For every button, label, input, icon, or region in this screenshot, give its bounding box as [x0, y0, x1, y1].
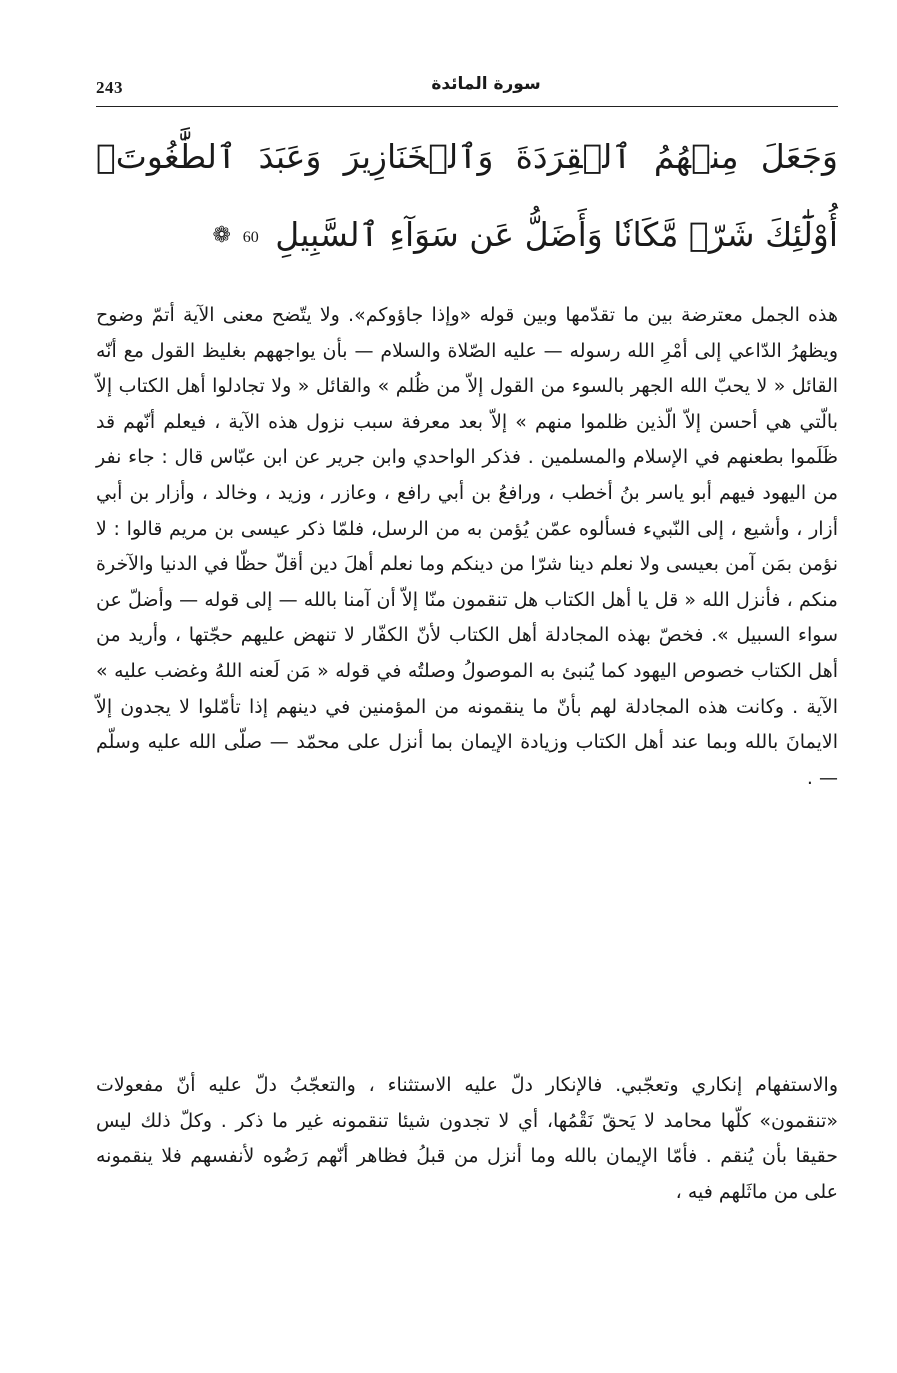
quran-verse	[96, 118, 838, 277]
page-header	[96, 74, 836, 104]
verse-number: 60	[242, 228, 259, 246]
commentary-paragraph-2: والاستفهام إنكاري وتعجّبي. فالإنكار دلّ عليه الاستثناء ، والتعجّبُ دلّ عليه أنّ مفعولات «تنقمون» كلّها محامد لا يَحقّ نَقْمُها، أي لا تجدون شيئا تنقمونه غير ما ذكر . وكلّ ذلك ليس حقيقا بأن يُنقم . فأمّا الإيمان بالله وما أنزل من قبلُ فظاهر أنّهم رَضُوه لأنفسهم فلا ينقمونه على من ماثَلهم فيه ،	[96, 1074, 838, 1203]
page-number: 243	[96, 78, 123, 97]
verse-ornament-icon: ❁	[212, 222, 231, 248]
header-divider	[96, 106, 838, 107]
running-title: سورة المائدة	[431, 74, 541, 94]
verse-line-1: وَجَعَلَ مِنۡهُمُ ٱلۡقِرَدَةَ وَٱلۡخَنَازِيرَ وَعَبَدَ ٱلطَّٰغُوتَۚ أُوْلَٰٓئِكَ شَرّٞ مَّكَانٗا	[96, 137, 838, 254]
verse-line-2: وَأَضَلُّ عَن سَوَآءِ ٱلسَّبِيلِ	[275, 215, 603, 254]
commentary-paragraph-1: هذه الجمل معترضة بين ما تقدّمها وبين قوله «وإذا جاؤوكم». ولا يتّضح معنى الآية أتمّ وضوح ويظهرُ الدّاعي إلى أمْرِ الله رسوله — عليه الصّلاة والسلام — بأن يواجههم بغليظ القول مع أنّه القائل « لا يحبّ الله الجهر بالسوء من القول إلاّ من ظُلم » والقائل « ولا تجادلوا أهل الكتاب إلاّ بالّتي هي أحسن إلاّ الّذين ظلموا منهم » إلاّ بعد معرفة سبب نزول هذه الآية ، فيعلم أنّهم قد ظَلَموا بطعنهم في الإسلام والمسلمين . فذكر الواحدي وابن جرير عن ابن عبّاس قال : جاء نفر من اليهود فيهم أبو ياسر بنُ أخطب ، ورافعُ بن أبي رافع ، وعازر ، وزيد ، وخالد ، وأزار بن أبي أزار ، وأشيع ، إلى النّبيء فسألوه عمّن يُؤمن به من الرسل، فلمّا ذكر عيسى بن مريم قالوا : لا نؤمن بمَن آمن بعيسى ولا نعلم دينا شرّا من دينكم وما نعلم أهلَ دين أقلّ حظّا في الدنيا والآخرة منكم ، فأنزل الله « قل يا أهل الكتاب هل تنقمون منّا إلاّ أن آمنا بالله — إلى قوله — وأضلّ عن سواء السبيل ». فخصّ بهذه المجادلة أهل الكتاب لأنّ الكفّار لا تنهض عليهم حجّتها ، وأريد من أهل الكتاب خصوص اليهود كما يُنبئ به الموصولُ وصلتُه في قوله « مَن لَعنه اللهُ وغضب عليه » الآية . وكانت هذه المجادلة لهم بأنّ ما ينقمونه من المؤمنين في دينهم إذا تأمّلوا لا يجدون إلاّ الايمانَ بالله وبما عند أهل الكتاب وزيادة الإيمان بما أنزل على محمّد — صلّى الله عليه وسلّم — .	[96, 304, 838, 789]
verse-end-marker	[213, 197, 259, 277]
